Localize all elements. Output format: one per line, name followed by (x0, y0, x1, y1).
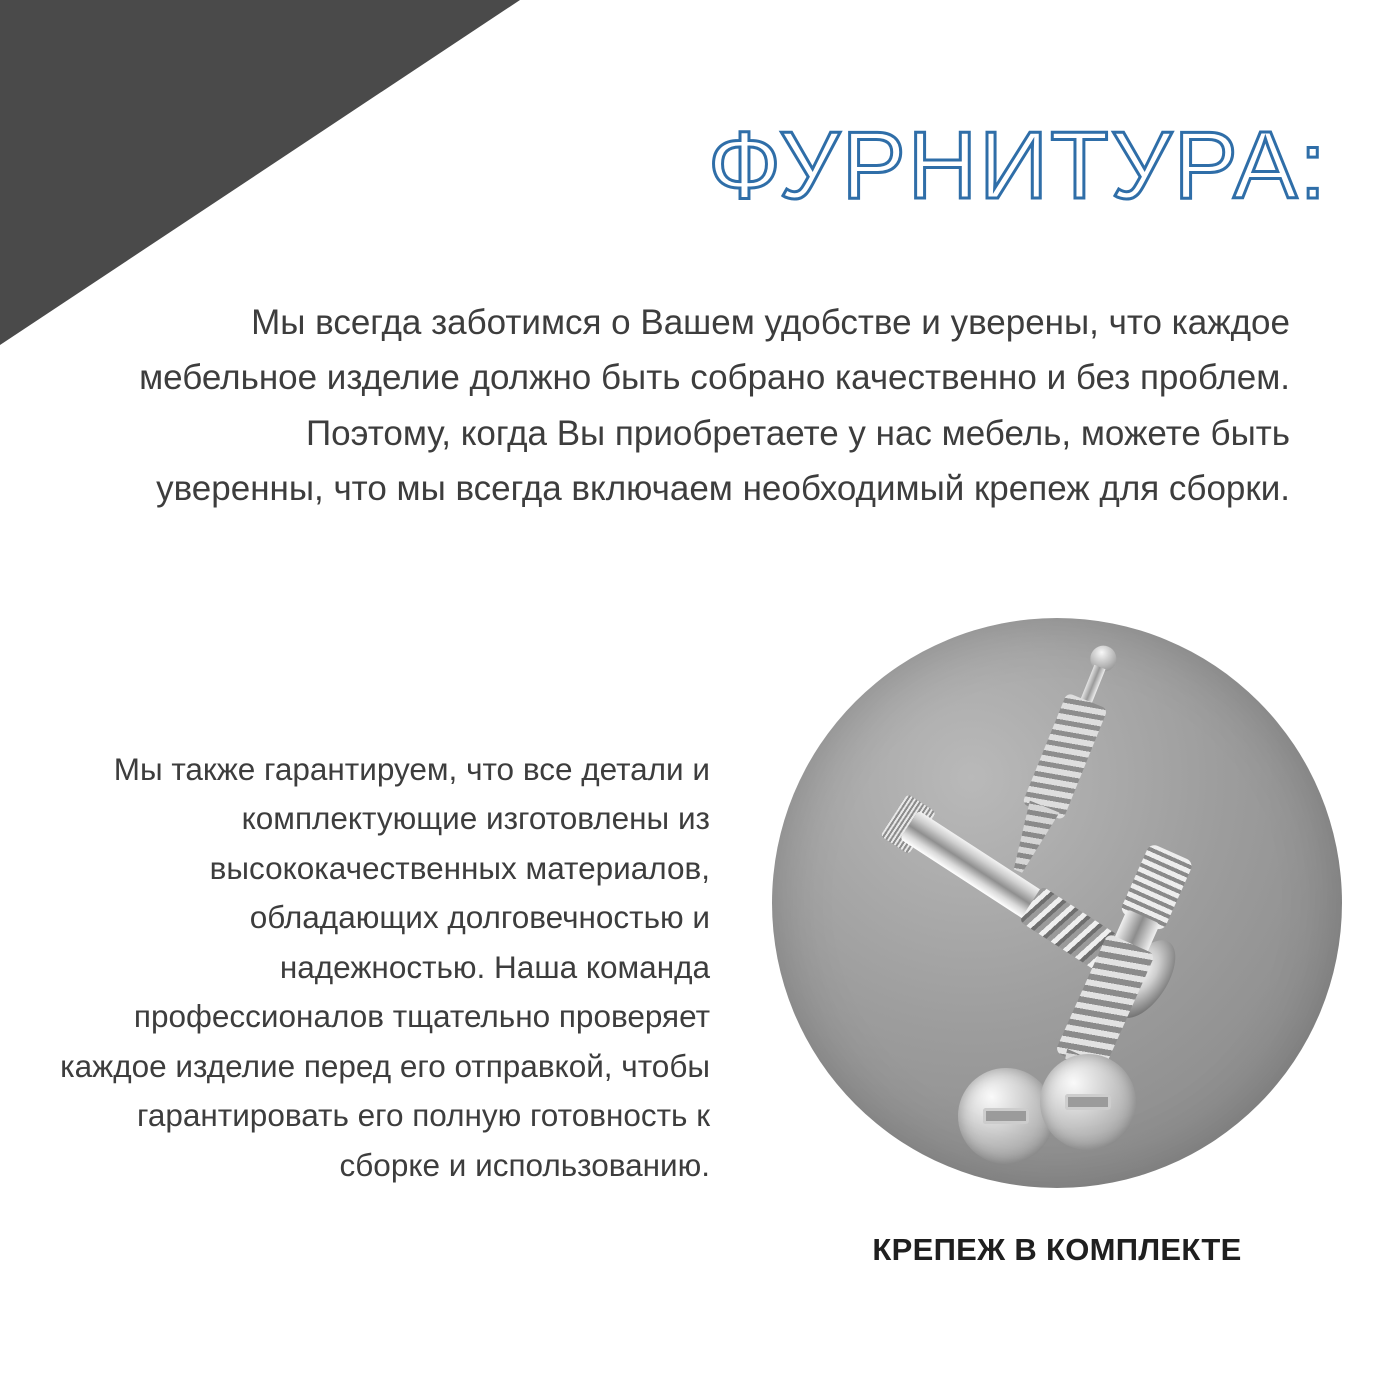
furniture-bolt-icon (787, 663, 1243, 1119)
dowel-screw-second-icon (1035, 839, 1314, 1154)
decorative-corner-triangle (0, 0, 520, 345)
dowel-screw-icon (982, 634, 1252, 937)
page-title: ФУРНИТУРА: (708, 112, 1328, 219)
intro-paragraph: Мы всегда заботимся о Вашем удобстве и уверены, что каждое мебельное изделие должно быть собрано качественно и без проблем. Поэтому, когда Вы приобретаете у нас мебель, можете быть уверенны, что мы всегда включаем необходимый крепеж для сборки. (139, 303, 1290, 508)
cam-lock-icon (958, 1054, 1168, 1184)
image-caption: КРЕПЕЖ В КОМПЛЕКТЕ (872, 1232, 1242, 1267)
hardware-photo (772, 618, 1342, 1188)
body-paragraph: Мы также гарантируем, что все детали и комплектующие изготовлены из высококачественных материалов, обладающих долговечностью и надежностью. Наша команда профессионалов тщательно проверяет каждое изделие перед его отправкой, чтобы гарантировать его полную готовность к сборке и использованию. (60, 751, 710, 1183)
